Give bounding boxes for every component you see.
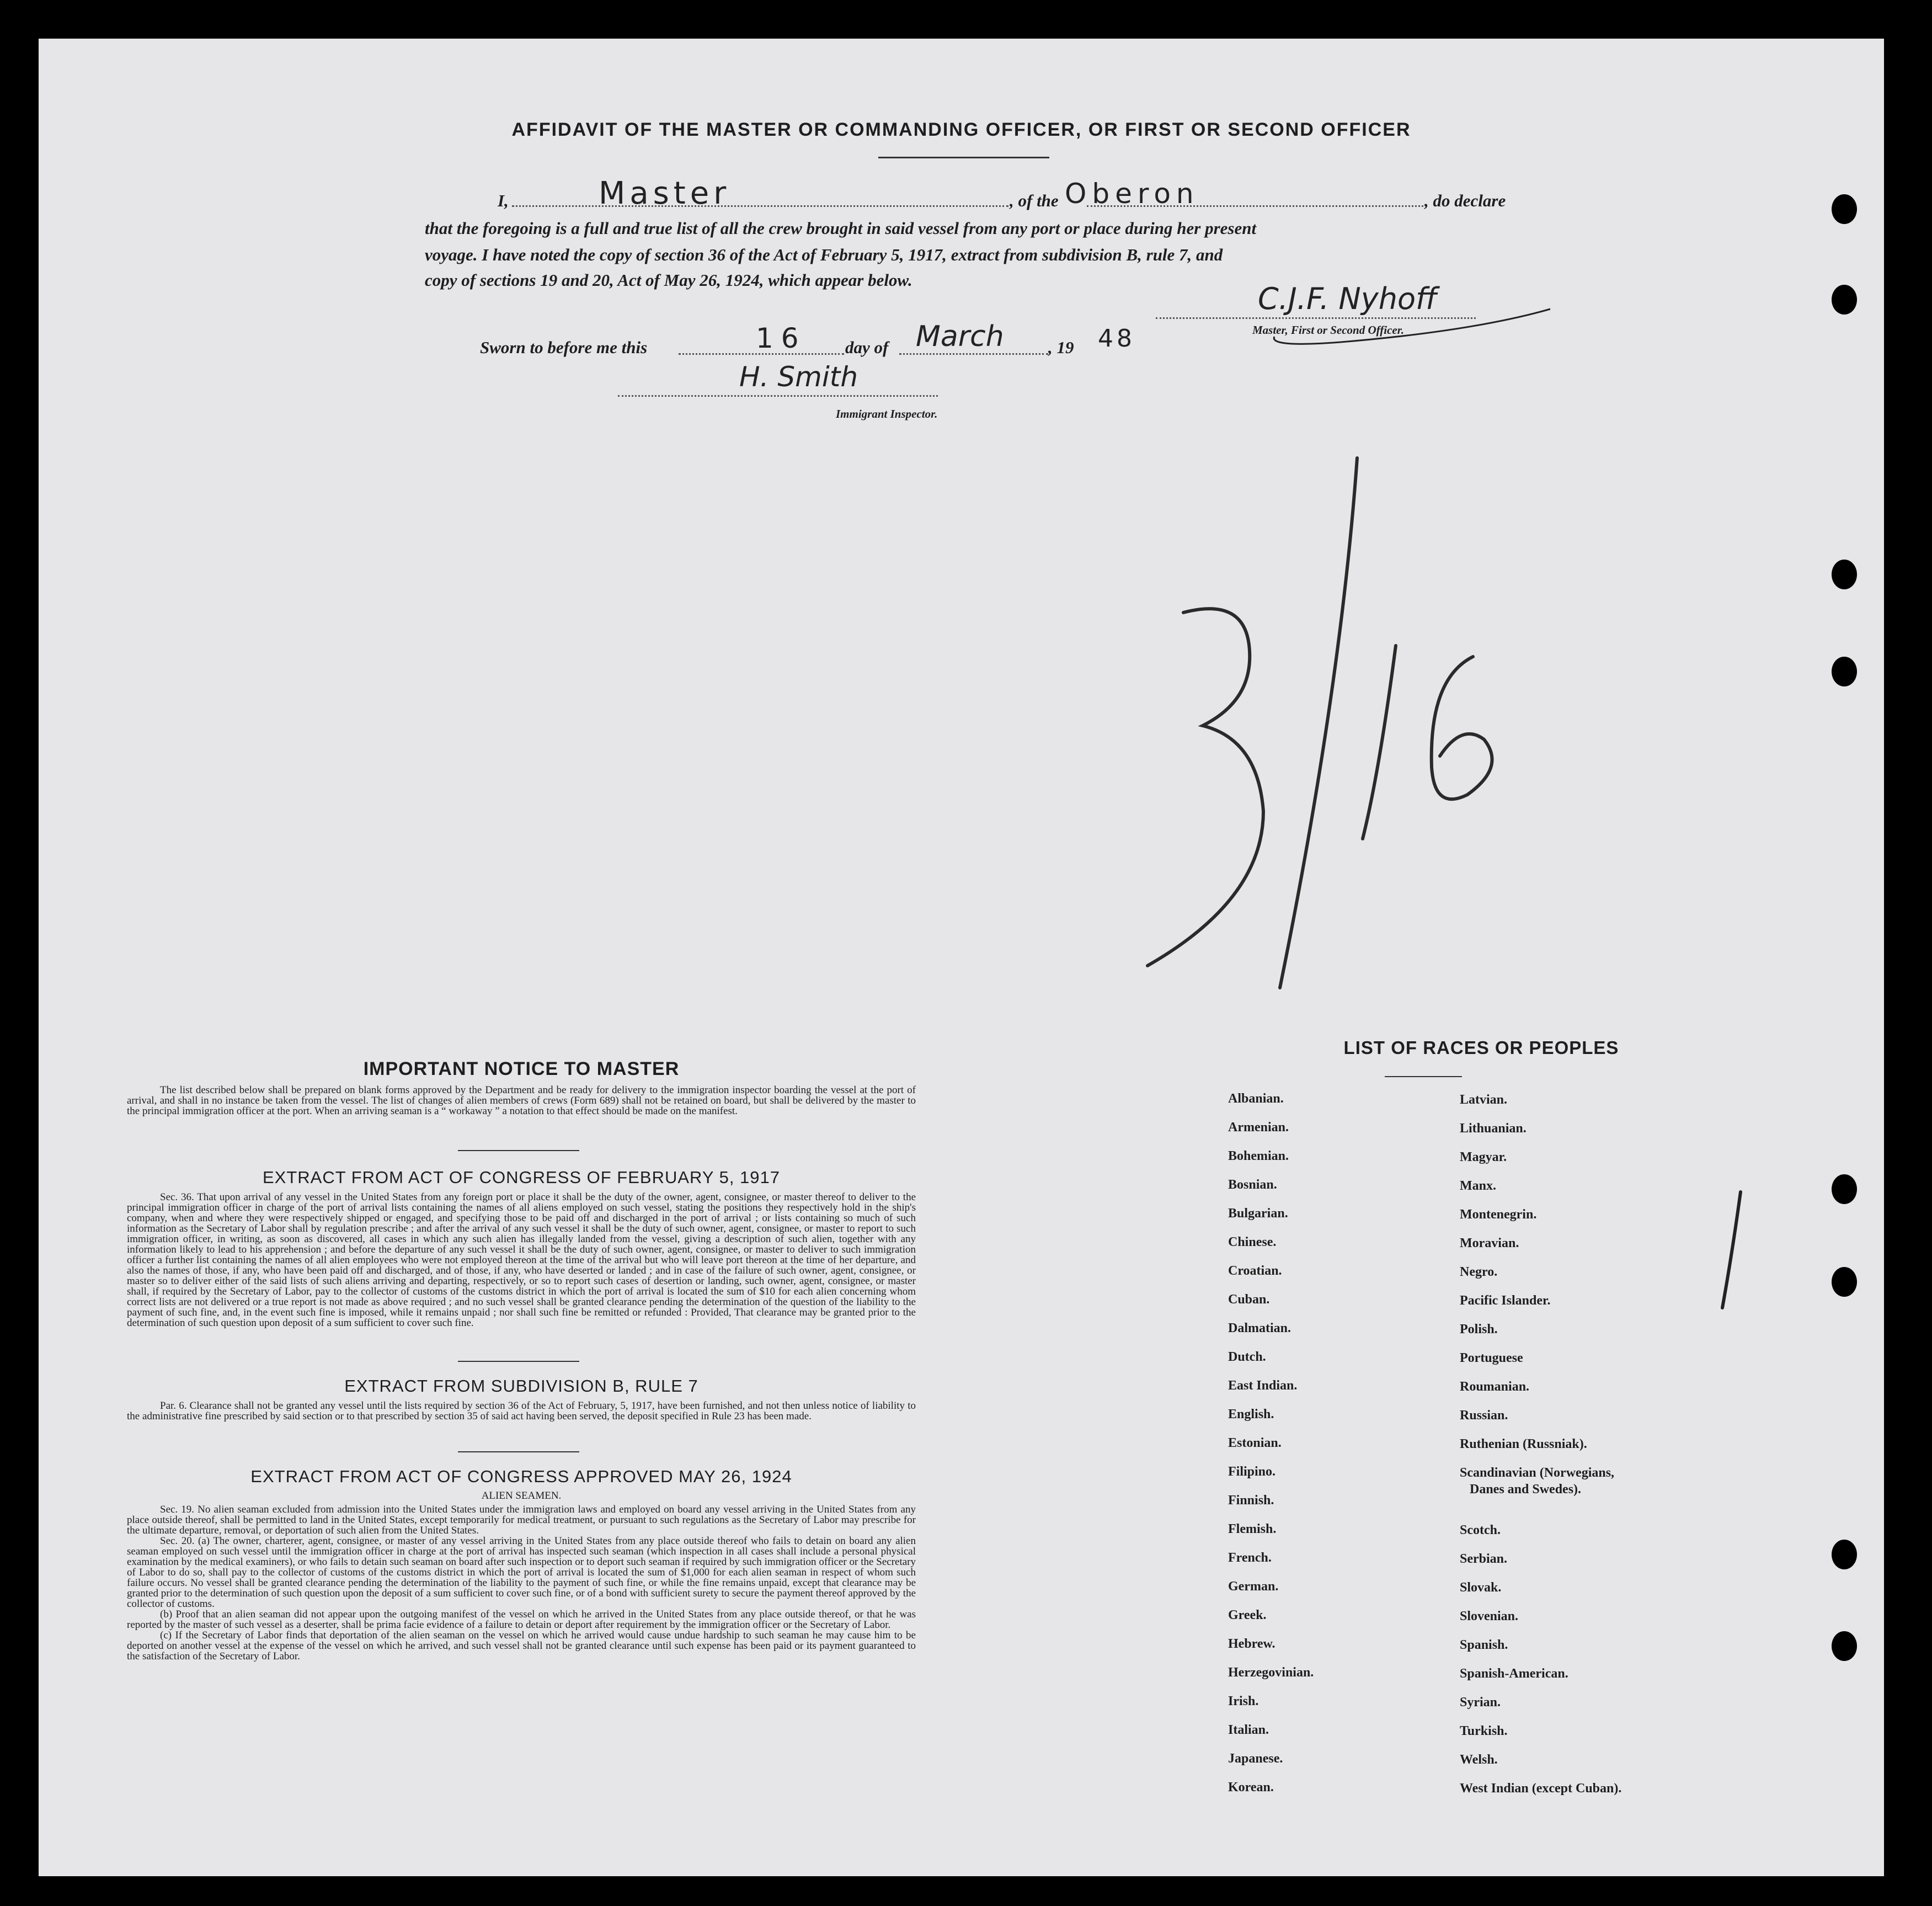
do-declare-label: , do declare: [1424, 191, 1506, 210]
sec-20b: (b) Proof that an alien seaman did not appear upon the outgoing manifest of the vessel on which he arrived in the United States from any place outside thereof, or that he was reported by the master of such vessel as a deserter, shall be prima facie evidence of a failure to detain or deport after requirement by the immigration officer or the Secretary of Labor.: [127, 1609, 916, 1631]
sec-20a: Sec. 20. (a) The owner, charterer, agent, consignee, or master of any vessel arriving in the United States from any place outside thereof who fails to detain on board any alien seaman employed on such vessel until the immigration officer in charge at the port of arrival has inspected such seaman (which inspection in all cases shall include a personal physical examination by the medical examiners), or who fails to detain such seaman on board after such inspection or to deport such seaman if required by such immigration officer or the Secretary of Labor to do so, shall pay to the collector of customs of the customs district in which the port of arrival is located the sum of $1,000 for each alien seaman in respect of whom such failure occurs. No vessel shall be granted clearance pending the determination of the liability to the payment of such fine, or while the fine remains unpaid, except that clearance may be granted prior to the determination of such question upon the deposit of a sum sufficient to cover such fine, or of a bond with sufficient surety to secure the payment thereof approved by the collector of customs.: [127, 1535, 916, 1610]
race-item: Russian.: [1460, 1408, 1508, 1423]
race-item: Greek.: [1228, 1608, 1267, 1622]
race-item: Herzegovinian.: [1228, 1665, 1314, 1680]
affidavit-line-2: that the foregoing is a full and true list of all the crew brought in said vessel from any port or place during her present: [425, 219, 1257, 238]
race-item: Chinese.: [1228, 1235, 1277, 1249]
race-item: Montenegrin.: [1460, 1207, 1537, 1222]
rule-7-heading: EXTRACT FROM SUBDIVISION B, RULE 7: [344, 1376, 698, 1396]
of-the-label: , of the: [1010, 191, 1059, 210]
signature-flourish: [1263, 304, 1561, 348]
binder-hole: [1832, 1267, 1857, 1297]
race-item: Dutch.: [1228, 1350, 1266, 1364]
race-item: Polish.: [1460, 1322, 1498, 1337]
race-item: German.: [1228, 1579, 1279, 1594]
race-item: Finnish.: [1228, 1493, 1274, 1508]
affidavit-title: AFFIDAVIT OF THE MASTER OR COMMANDING OFFICER, OR FIRST OR SECOND OFFICER: [511, 119, 1411, 140]
race-item: Bohemian.: [1228, 1149, 1289, 1163]
affidavit-line-4: copy of sections 19 and 20, Act of May 26, 1924, which appear below.: [425, 270, 912, 290]
race-item: French.: [1228, 1551, 1272, 1565]
inspector-signature: H. Smith: [739, 361, 858, 393]
race-item: Welsh.: [1460, 1753, 1498, 1767]
master-name-handwritten: Master: [599, 175, 731, 211]
extract-1917-body: Sec. 36. That upon arrival of any vessel in the United States from any foreign port or place it shall be the duty of the owner, agent, consignee, or master thereof to deliver to the principal immigration officer in charge of the port of arrival lists containing the names of all aliens employed on such vessel, stating the positions they respectively hold in the ship's company, when and where they were respectively shipped or engaged, and specifying those to be paid off and discharged in the port of arrival ; or lists containing so much of such information as the Secretary of Labor shall by regulation prescribe ; and after the arrival of any such vessel it shall be the duty of such owner, agent, consignee, or master to report to such immigration officer, in writing, as soon as discovered, all cases in which any such alien has illegally landed from the vessel, giving a description of such alien, together with any information likely to lead to his apprehension ; and before the departure of any such vessel it shall be the duty of such owner, agent, consignee, or master to deliver to such immigration officer a further list containing the names of all alien employees who were not employed thereon at the time of the arrival but who will leave port thereon at the time of her departure, and also the names of those, if any, who have been paid off and discharged, and of those, if any, who have deserted or landed ; and in case of the failure of such owner, agent, consignee, or master so to deliver either of the said lists of such aliens arriving and departing, respectively, or so to report such cases of desertion or landing, such owner, agent, consignee, or master shall, if required by the Secretary of Labor, pay to the collector of customs of the customs district in which the port of arrival is located the sum of $10 for each alien concerning whom correct lists are not delivered or a true report is not made as above required ; and no such vessel shall be granted clearance pending the determination of the question of the liability to the payment of such fine, and, in the event such fine is imposed, while it remains unpaid ; nor shall such fine be remitted or refunded : Provided, That clearance may be granted prior to the determination of such question upon deposit of a sum sufficient to cover such fine.: [127, 1191, 916, 1329]
document-sheet: [39, 39, 1884, 1876]
extract-1924-body: [127, 1504, 916, 1662]
race-item: English.: [1228, 1407, 1274, 1421]
race-item: Turkish.: [1460, 1724, 1508, 1738]
race-item: Flemish.: [1228, 1522, 1277, 1536]
race-item: Serbian.: [1460, 1552, 1508, 1566]
affidavit-line-3: voyage. I have noted the copy of section 36 of the Act of February 5, 1917, extract from subdivision B, rule 7, and: [425, 245, 1223, 264]
race-item: Cuban.: [1228, 1292, 1270, 1307]
inspector-caption: Immigrant Inspector.: [836, 407, 938, 420]
binder-hole: [1832, 1174, 1857, 1204]
binder-hole: [1832, 657, 1857, 686]
rule-7-rule: [458, 1451, 579, 1452]
affidavit-i-label: I,: [498, 191, 509, 210]
race-item: Filipino.: [1228, 1465, 1276, 1479]
races-rule: [1385, 1076, 1462, 1077]
race-item: Lithuanian.: [1460, 1121, 1527, 1136]
race-item: Bulgarian.: [1228, 1206, 1288, 1221]
race-item: Negro.: [1460, 1265, 1498, 1279]
extract-1917-rule: [458, 1361, 579, 1362]
day-handwritten: 16: [756, 322, 807, 354]
race-item: Irish.: [1228, 1694, 1259, 1708]
race-item: Ruthenian (Russniak).: [1460, 1437, 1587, 1451]
master-signature: C.J.F. Nyhoff: [1258, 281, 1437, 316]
title-rule: [878, 157, 1049, 158]
race-item: Scandinavian (Norwegians, Danes and Swedes).: [1460, 1466, 1615, 1497]
sec-20c: (c) If the Secretary of Labor finds that deportation of the alien seaman on the vessel on which he arrived would cause undue hardship to such seaman he may cause him to be deported on another vessel at the expense of the vessel on which he arrived, and such vessel shall not be granted clearance until such expense has been paid or its payment guaranteed to the satisfaction of the Secretary of Labor.: [127, 1630, 916, 1662]
race-item: Roumanian.: [1460, 1380, 1530, 1394]
binder-hole: [1832, 560, 1857, 589]
race-item: Hebrew.: [1228, 1637, 1275, 1651]
notice-rule: [458, 1150, 579, 1151]
race-item: Spanish-American.: [1460, 1667, 1568, 1681]
race-item: Italian.: [1228, 1723, 1269, 1737]
race-item: Slovak.: [1460, 1580, 1502, 1595]
name-line: [512, 205, 1008, 207]
race-item: Magyar.: [1460, 1150, 1507, 1164]
inspector-signature-line: [618, 395, 938, 397]
race-item: East Indian.: [1228, 1378, 1298, 1393]
master-caption: Master, First or Second Officer.: [1252, 323, 1404, 337]
sworn-label: Sworn to before me this: [480, 338, 648, 357]
race-item: Japanese.: [1228, 1751, 1283, 1766]
rule-7-body: Par. 6. Clearance shall not be granted any vessel until the lists required by section 36 of the Act of February, 5, 1917, have been furnished, and not then unless notice of liability to the administrative fine prescribed by said section or to that prescribed by section 35 of said act having been served, the deposit specified in Rule 23 has been made.: [127, 1400, 916, 1422]
vessel-name-handwritten: Oberon: [1065, 178, 1199, 210]
race-item: Albanian.: [1228, 1092, 1284, 1106]
handwritten-3-16-mark: [1131, 414, 1528, 1021]
extract-1924-heading: EXTRACT FROM ACT OF CONGRESS APPROVED MAY 26, 1924: [250, 1467, 792, 1486]
day-of-label: day of: [845, 338, 889, 357]
race-item: Dalmatian.: [1228, 1321, 1291, 1335]
race-item: Portuguese: [1460, 1351, 1523, 1365]
race-item: Armenian.: [1228, 1120, 1289, 1135]
race-item: Scotch.: [1460, 1523, 1501, 1537]
race-item: Manx.: [1460, 1179, 1496, 1193]
year-prefix: , 19: [1048, 338, 1074, 357]
notice-heading: IMPORTANT NOTICE TO MASTER: [363, 1058, 680, 1079]
race-item: Korean.: [1228, 1780, 1274, 1795]
race-item: Slovenian.: [1460, 1609, 1519, 1623]
race-item: Pacific Islander.: [1460, 1293, 1551, 1308]
race-item: West Indian (except Cuban).: [1460, 1781, 1622, 1796]
notice-body: The list described below shall be prepared on blank forms approved by the Department and be ready for delivery to the immigration inspector boarding the vessel at the port of arrival, and shall in no instance be taken from the vessel. The list of changes of alien members of crews (Form 689) shall not be retained on board, but shall be delivered by the master to the principal immigration officer at the port. When an arriving seaman is a “ workaway ” a notation to that effect should be made on the manifest.: [127, 1084, 916, 1117]
binder-hole: [1832, 1631, 1857, 1661]
races-heading: LIST OF RACES OR PEOPLES: [1343, 1037, 1619, 1058]
extract-1917-heading: EXTRACT FROM ACT OF CONGRESS OF FEBRUARY 5, 1917: [262, 1168, 781, 1187]
binder-hole: [1832, 1540, 1857, 1569]
sec-19: Sec. 19. No alien seaman excluded from admission into the United States under the immigration laws and employed on board any vessel arriving in the United States from any place outside thereof, shall be permitted to land in the United States, except temporarily for medical treatment, or pursuant to such regulations as the Secretary of Labor may prescribe for the ultimate departure, removal, or deportation of such alien from the United States.: [127, 1504, 916, 1536]
month-handwritten: March: [916, 320, 1004, 353]
race-item: Moravian.: [1460, 1236, 1519, 1250]
race-item: Syrian.: [1460, 1695, 1501, 1710]
binder-hole: [1832, 285, 1857, 315]
race-item: Bosnian.: [1228, 1178, 1277, 1192]
extract-1924-subheading: ALIEN SEAMEN.: [481, 1490, 562, 1502]
race-item: Spanish.: [1460, 1638, 1508, 1652]
year-handwritten: 48: [1098, 324, 1135, 353]
race-item: Estonian.: [1228, 1436, 1282, 1450]
race-item: Croatian.: [1228, 1264, 1282, 1278]
binder-hole: [1832, 194, 1857, 224]
month-line: [899, 353, 1048, 355]
race-item: Latvian.: [1460, 1093, 1508, 1107]
margin-mark-1: [1716, 1186, 1749, 1313]
